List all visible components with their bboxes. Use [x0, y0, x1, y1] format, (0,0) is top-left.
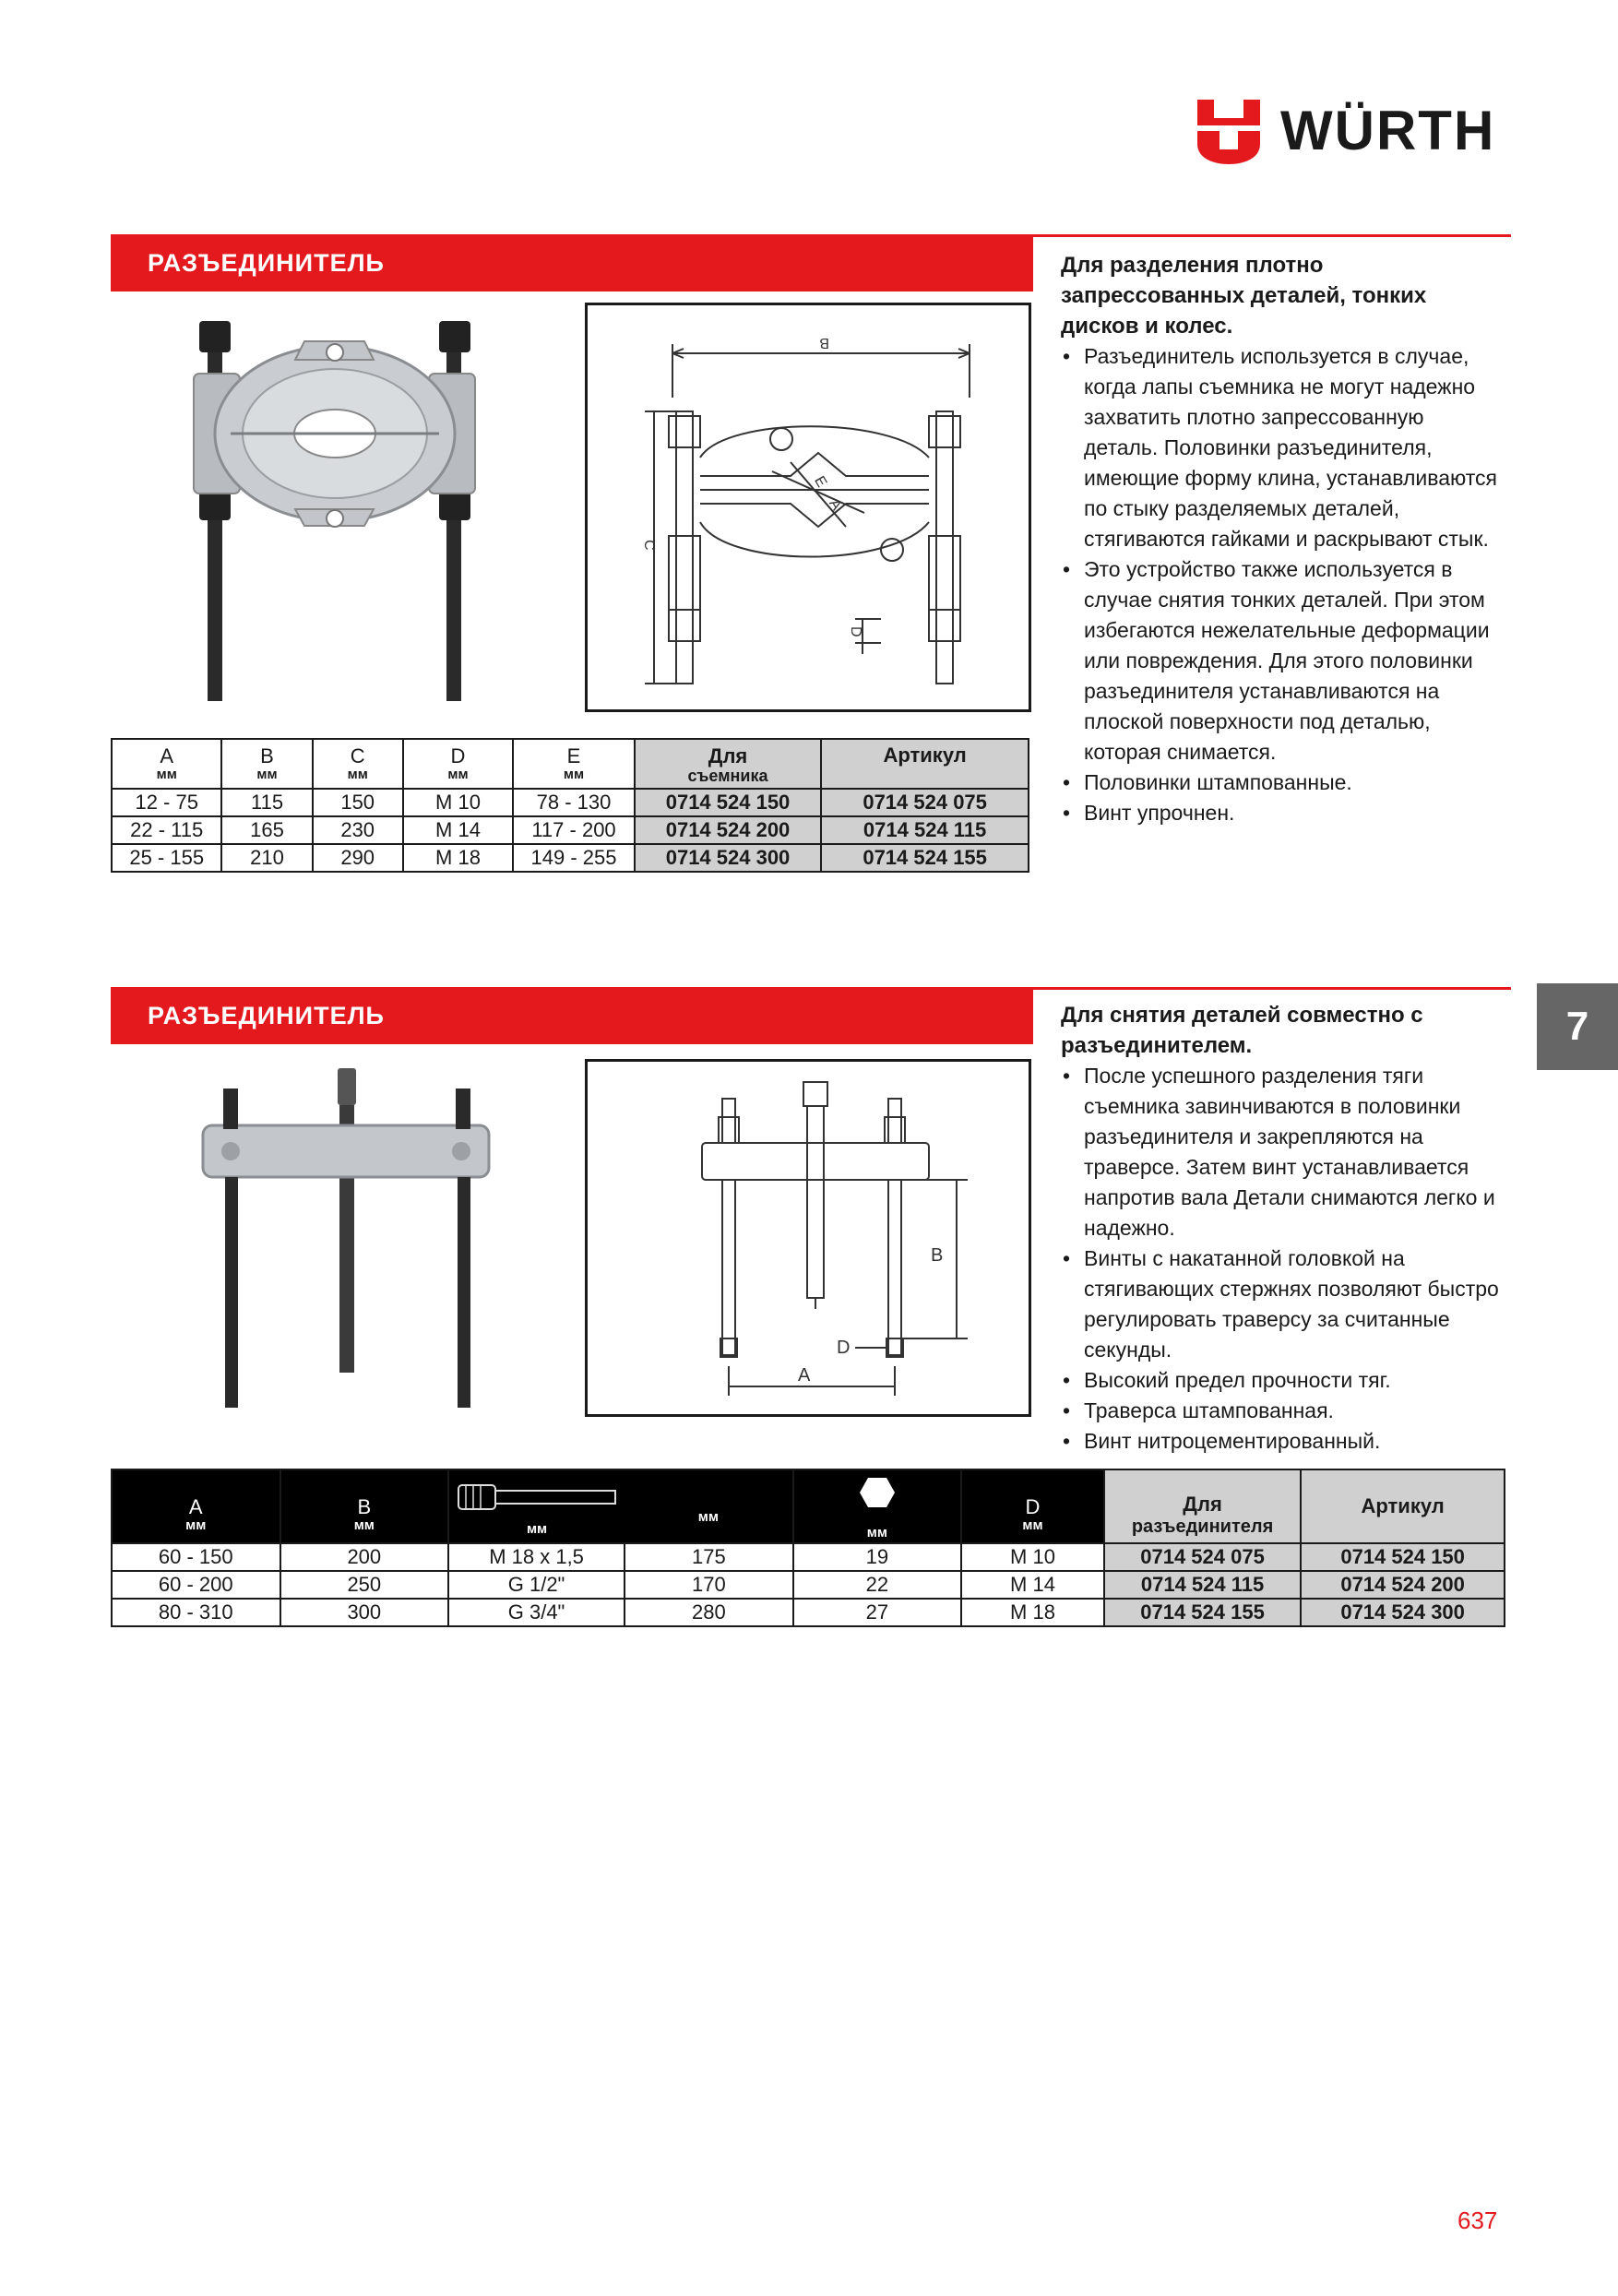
table-cell: 78 - 130 [513, 789, 635, 816]
table-cell: M 18 [961, 1599, 1104, 1626]
table-cell: 80 - 310 [112, 1599, 280, 1626]
separator-drawing [585, 303, 1031, 712]
separator-photo [166, 304, 535, 710]
col-header-for-puller: Для съемника [635, 739, 821, 789]
separator-photo-image [166, 304, 535, 710]
table-cell: M 18 x 1,5 [448, 1543, 625, 1571]
table-cell: 115 [221, 789, 312, 816]
table-cell: 19 [793, 1543, 962, 1571]
table-cell: 60 - 200 [112, 1571, 280, 1599]
table-cell: 0714 524 075 [1104, 1543, 1301, 1571]
table-cell: 0714 524 155 [821, 844, 1029, 872]
page-number: 637 [1457, 2207, 1498, 2234]
wurth-logo-icon [1196, 98, 1262, 164]
table-header-row [112, 739, 1029, 789]
col-header-length: мм [625, 1469, 793, 1543]
table-cell: 290 [313, 844, 403, 872]
list-item: • Высокий предел прочности тяг. [1061, 1365, 1504, 1396]
table-cell: M 10 [961, 1543, 1104, 1571]
section2-bullet-list [1061, 1061, 1504, 1457]
table-cell: M 10 [403, 789, 513, 816]
table-cell: 22 - 115 [112, 816, 221, 844]
col-header-d: D мм [961, 1469, 1104, 1543]
puller-drawing-svg [588, 1062, 1029, 1414]
table-cell: 149 - 255 [513, 844, 635, 872]
table-cell: 22 [793, 1571, 962, 1599]
wurth-logo [1196, 96, 1509, 166]
section2-description [1061, 1000, 1504, 1457]
table-cell: 0714 524 200 [1301, 1571, 1505, 1599]
table-cell: 60 - 150 [112, 1543, 280, 1571]
table-cell: 165 [221, 816, 312, 844]
section1-description-title: Для разделения плотно запрессованных деталей, тонких дисков и колес. [1061, 253, 1427, 339]
table-cell: 300 [280, 1599, 449, 1626]
col-header-d: D мм [403, 739, 513, 789]
section2-rule [1033, 987, 1511, 990]
list-item: • Винты с накатанной головкой на стягивающих стержнях позволяют быстро регулировать траверсу за считанные секунды. [1061, 1243, 1504, 1365]
section1-title: РАЗЪЕДИНИТЕЛЬ [111, 234, 1033, 291]
col-header-hex: мм [793, 1469, 962, 1543]
col-header-e: E мм [513, 739, 635, 789]
table-cell: 170 [625, 1571, 793, 1599]
table-cell: 250 [280, 1571, 449, 1599]
table-cell: 0714 524 115 [821, 816, 1029, 844]
table-cell: 0714 524 200 [635, 816, 821, 844]
table-cell: M 14 [961, 1571, 1104, 1599]
col-header-a: A мм [112, 739, 221, 789]
section2-description-title: Для снятия деталей совместно с разъединителем. [1061, 1003, 1423, 1058]
table-cell: 0714 524 150 [635, 789, 821, 816]
brand-name: WÜRTH [1280, 100, 1496, 161]
table-row [112, 789, 1029, 816]
section2-title: РАЗЪЕДИНИТЕЛЬ [111, 987, 1033, 1044]
drawing1-label-c: C [641, 540, 657, 551]
threaded-rod-icon [449, 1478, 625, 1515]
list-item: • Это устройство также используется в случае снятия тонких деталей. При этом избегаются нежелательные деформации или повреждения. Для этого половинки разъединителя устанавливаются на плоской поверхности под деталью, которая снимается. [1061, 554, 1504, 767]
table-cell: 0714 524 075 [821, 789, 1029, 816]
col-header-screw: мм [448, 1469, 625, 1543]
col-header-a: A мм [112, 1469, 280, 1543]
drawing1-label-b: B [819, 335, 829, 351]
table-cell: 150 [313, 789, 403, 816]
list-item: • Винт упрочнен. [1061, 798, 1504, 828]
list-item: • Разъединитель используется в случае, когда лапы съемника не могут надежно захватить плотно запрессованную деталь. Половинки разъединителя, имеющие форму клина, устанавливаются по стыку разделяемых деталей, стягиваются гайками и раскрывают стык. [1061, 341, 1504, 554]
col-header-c: C мм [313, 739, 403, 789]
table-row [112, 1599, 1505, 1626]
section1-rule [1033, 234, 1511, 237]
drawing2-label-d: D [837, 1338, 851, 1358]
drawing2-label-a: A [798, 1365, 811, 1386]
table-cell: 0714 524 150 [1301, 1543, 1505, 1571]
section2-spec-table [111, 1469, 1505, 1627]
section1-spec-table [111, 738, 1029, 873]
table-cell: 0714 524 300 [635, 844, 821, 872]
col-header-b: B мм [280, 1469, 449, 1543]
table-cell: 230 [313, 816, 403, 844]
table-cell: 175 [625, 1543, 793, 1571]
table-cell: G 3/4" [448, 1599, 625, 1626]
table-cell: 12 - 75 [112, 789, 221, 816]
table-cell: 280 [625, 1599, 793, 1626]
col-header-for-separator: Для разъединителя [1104, 1469, 1301, 1543]
table-cell: 0714 524 115 [1104, 1571, 1301, 1599]
chapter-tab: 7 [1537, 983, 1618, 1070]
puller-photo [184, 1061, 517, 1421]
table-header-row [112, 1469, 1505, 1543]
puller-drawing [585, 1059, 1031, 1417]
table-cell: 200 [280, 1543, 449, 1571]
drawing2-label-b: B [931, 1245, 944, 1266]
drawing1-label-a: A [826, 496, 845, 514]
separator-drawing-svg [588, 305, 1029, 709]
hexagon-icon [859, 1476, 896, 1509]
table-cell: 27 [793, 1599, 962, 1626]
list-item: • Половинки штампованные. [1061, 767, 1504, 798]
table-row [112, 844, 1029, 872]
list-item: • Траверса штампованная. [1061, 1396, 1504, 1426]
col-header-b: B мм [221, 739, 312, 789]
section1-description [1061, 250, 1504, 828]
list-item: • Винт нитроцементированный. [1061, 1426, 1504, 1457]
col-header-article: Артикул [1301, 1469, 1505, 1543]
table-cell: 25 - 155 [112, 844, 221, 872]
col-header-article: Артикул [821, 739, 1029, 789]
table-row [112, 816, 1029, 844]
table-cell: 117 - 200 [513, 816, 635, 844]
table-cell: 0714 524 300 [1301, 1599, 1505, 1626]
section1-bullet-list [1061, 341, 1504, 828]
table-row [112, 1571, 1505, 1599]
table-cell: G 1/2" [448, 1571, 625, 1599]
table-cell: 210 [221, 844, 312, 872]
table-row [112, 1543, 1505, 1571]
list-item: • После успешного разделения тяги съемника завинчиваются в половинки разъединителя и закрепляются на траверсе. Затем винт устанавливается напротив вала Детали снимаются легко и надежно. [1061, 1061, 1504, 1243]
puller-photo-image [184, 1061, 517, 1421]
drawing1-label-e: E [811, 473, 830, 491]
drawing1-label-d: D [848, 626, 863, 637]
table-cell: M 14 [403, 816, 513, 844]
table-cell: M 18 [403, 844, 513, 872]
table-cell: 0714 524 155 [1104, 1599, 1301, 1626]
